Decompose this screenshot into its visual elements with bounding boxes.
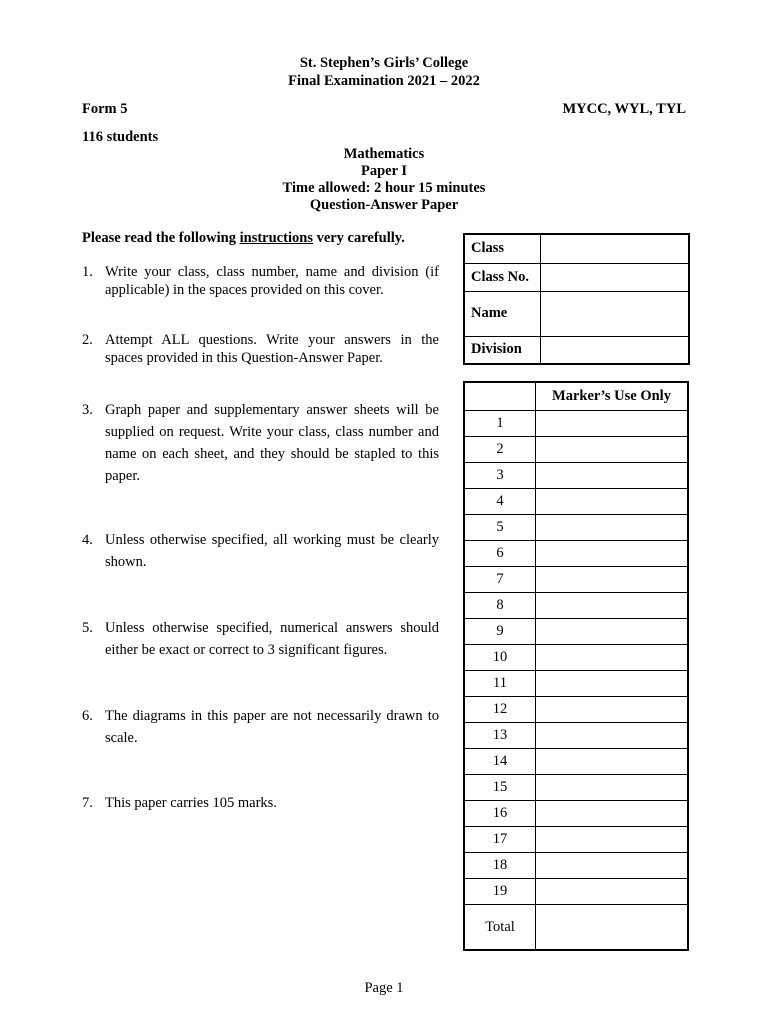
class-label: Class <box>464 234 541 263</box>
question-number: 16 <box>464 801 536 827</box>
student-info-table <box>463 233 690 365</box>
marker-row <box>464 619 688 645</box>
marker-row <box>464 489 688 515</box>
marker-row <box>464 879 688 905</box>
marker-row <box>464 749 688 775</box>
marker-row <box>464 567 688 593</box>
student-count: 116 students <box>82 129 159 145</box>
question-number: 2 <box>464 437 536 463</box>
question-number: 12 <box>464 697 536 723</box>
question-number: 11 <box>464 671 536 697</box>
mark-cell[interactable] <box>536 515 689 541</box>
subject: Mathematics <box>343 146 425 162</box>
question-number: 14 <box>464 749 536 775</box>
time-allowed: Time allowed: 2 hour 15 minutes <box>282 180 486 196</box>
marker-row <box>464 645 688 671</box>
question-number: 7 <box>464 567 536 593</box>
instructions-heading: Please read the following instructions very carefully. <box>82 230 405 246</box>
question-number: 4 <box>464 489 536 515</box>
marker-total-row <box>464 905 688 951</box>
class-no-field[interactable] <box>541 263 690 291</box>
question-number: 13 <box>464 723 536 749</box>
name-label: Name <box>464 291 541 336</box>
mark-cell[interactable] <box>536 775 689 801</box>
mark-cell[interactable] <box>536 853 689 879</box>
mark-cell[interactable] <box>536 879 689 905</box>
class-field[interactable] <box>541 234 690 263</box>
question-number: 6 <box>464 541 536 567</box>
mark-cell[interactable] <box>536 567 689 593</box>
question-number: 1 <box>464 411 536 437</box>
question-number: 18 <box>464 853 536 879</box>
mark-cell[interactable] <box>536 671 689 697</box>
page-number: Page 1 <box>364 980 404 996</box>
total-cell[interactable] <box>536 905 689 951</box>
marker-row <box>464 801 688 827</box>
marker-corner <box>464 382 536 411</box>
question-number: 5 <box>464 515 536 541</box>
division-field[interactable] <box>541 336 690 364</box>
question-number: 19 <box>464 879 536 905</box>
mark-cell[interactable] <box>536 749 689 775</box>
mark-cell[interactable] <box>536 801 689 827</box>
name-field[interactable] <box>541 291 690 336</box>
marker-row <box>464 697 688 723</box>
question-number: 3 <box>464 463 536 489</box>
division-label: Division <box>464 336 541 364</box>
question-number: 15 <box>464 775 536 801</box>
mark-cell[interactable] <box>536 645 689 671</box>
marker-row <box>464 411 688 437</box>
marker-row <box>464 775 688 801</box>
mark-cell[interactable] <box>536 411 689 437</box>
exam-title: Final Examination 2021 – 2022 <box>288 73 480 89</box>
question-number: 10 <box>464 645 536 671</box>
class-no-label: Class No. <box>464 263 541 291</box>
mark-cell[interactable] <box>536 697 689 723</box>
school-name: St. Stephen’s Girls’ College <box>299 55 469 71</box>
question-number: 17 <box>464 827 536 853</box>
question-number: 8 <box>464 593 536 619</box>
form-level: Form 5 <box>82 101 128 117</box>
marker-row <box>464 541 688 567</box>
marker-row <box>464 463 688 489</box>
marker-row <box>464 827 688 853</box>
paper-type: Question-Answer Paper <box>309 197 459 213</box>
mark-cell[interactable] <box>536 593 689 619</box>
marker-row <box>464 515 688 541</box>
mark-cell[interactable] <box>536 827 689 853</box>
mark-cell[interactable] <box>536 463 689 489</box>
mark-cell[interactable] <box>536 723 689 749</box>
mark-cell[interactable] <box>536 489 689 515</box>
marker-row <box>464 671 688 697</box>
mark-cell[interactable] <box>536 619 689 645</box>
marker-row <box>464 853 688 879</box>
mark-cell[interactable] <box>536 541 689 567</box>
marker-header: Marker’s Use Only <box>536 382 689 411</box>
teacher-initials: MYCC, WYL, TYL <box>562 101 686 117</box>
question-number: 9 <box>464 619 536 645</box>
marker-row <box>464 723 688 749</box>
marker-row <box>464 593 688 619</box>
paper-number: Paper I <box>360 163 408 179</box>
mark-cell[interactable] <box>536 437 689 463</box>
total-label: Total <box>464 905 536 951</box>
marker-table <box>463 381 689 951</box>
marker-row <box>464 437 688 463</box>
